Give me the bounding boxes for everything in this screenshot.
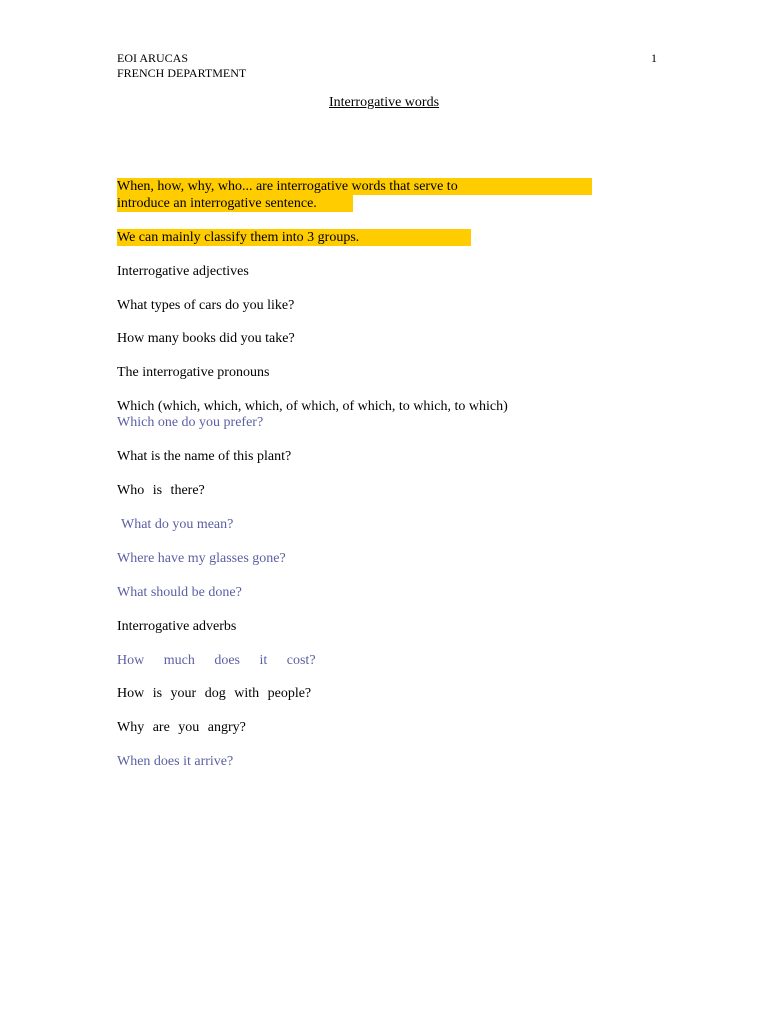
pronouns-which: Which (which, which, which, of which, of which, to which, to which) [117,399,508,414]
classify-text: We can mainly classify them into 3 groups. [117,230,360,245]
pronouns-example-6: What should be done? [117,585,242,600]
page-title: Interrogative words [329,95,440,110]
pronouns-example-1: Which one do you prefer? [117,415,264,430]
adverbs-example-2: How is your dog with people? [117,686,312,701]
header-school: EOI ARUCAS [117,51,189,65]
adjectives-heading: Interrogative adjectives [117,264,249,279]
pronouns-heading: The interrogative pronouns [117,365,270,380]
pronouns-example-2: What is the name of this plant? [117,449,292,464]
intro-line-2: introduce an interrogative sentence. [117,196,317,211]
adverbs-example-1: How much does it cost? [117,653,316,668]
adverbs-heading: Interrogative adverbs [117,619,237,634]
intro-line-1: When, how, why, who... are interrogative words that serve to [117,179,458,194]
adverbs-example-3: Why are you angry? [117,720,246,735]
pronouns-example-4: What do you mean? [121,517,234,532]
pronouns-example-5: Where have my glasses gone? [117,551,286,566]
header-department: FRENCH DEPARTMENT [117,66,247,80]
page-number: 1 [651,51,657,65]
adjectives-example-2: How many books did you take? [117,331,295,346]
adjectives-example-1: What types of cars do you like? [117,298,295,313]
adverbs-example-4: When does it arrive? [117,754,234,769]
pronouns-example-3: Who is there? [117,483,205,498]
